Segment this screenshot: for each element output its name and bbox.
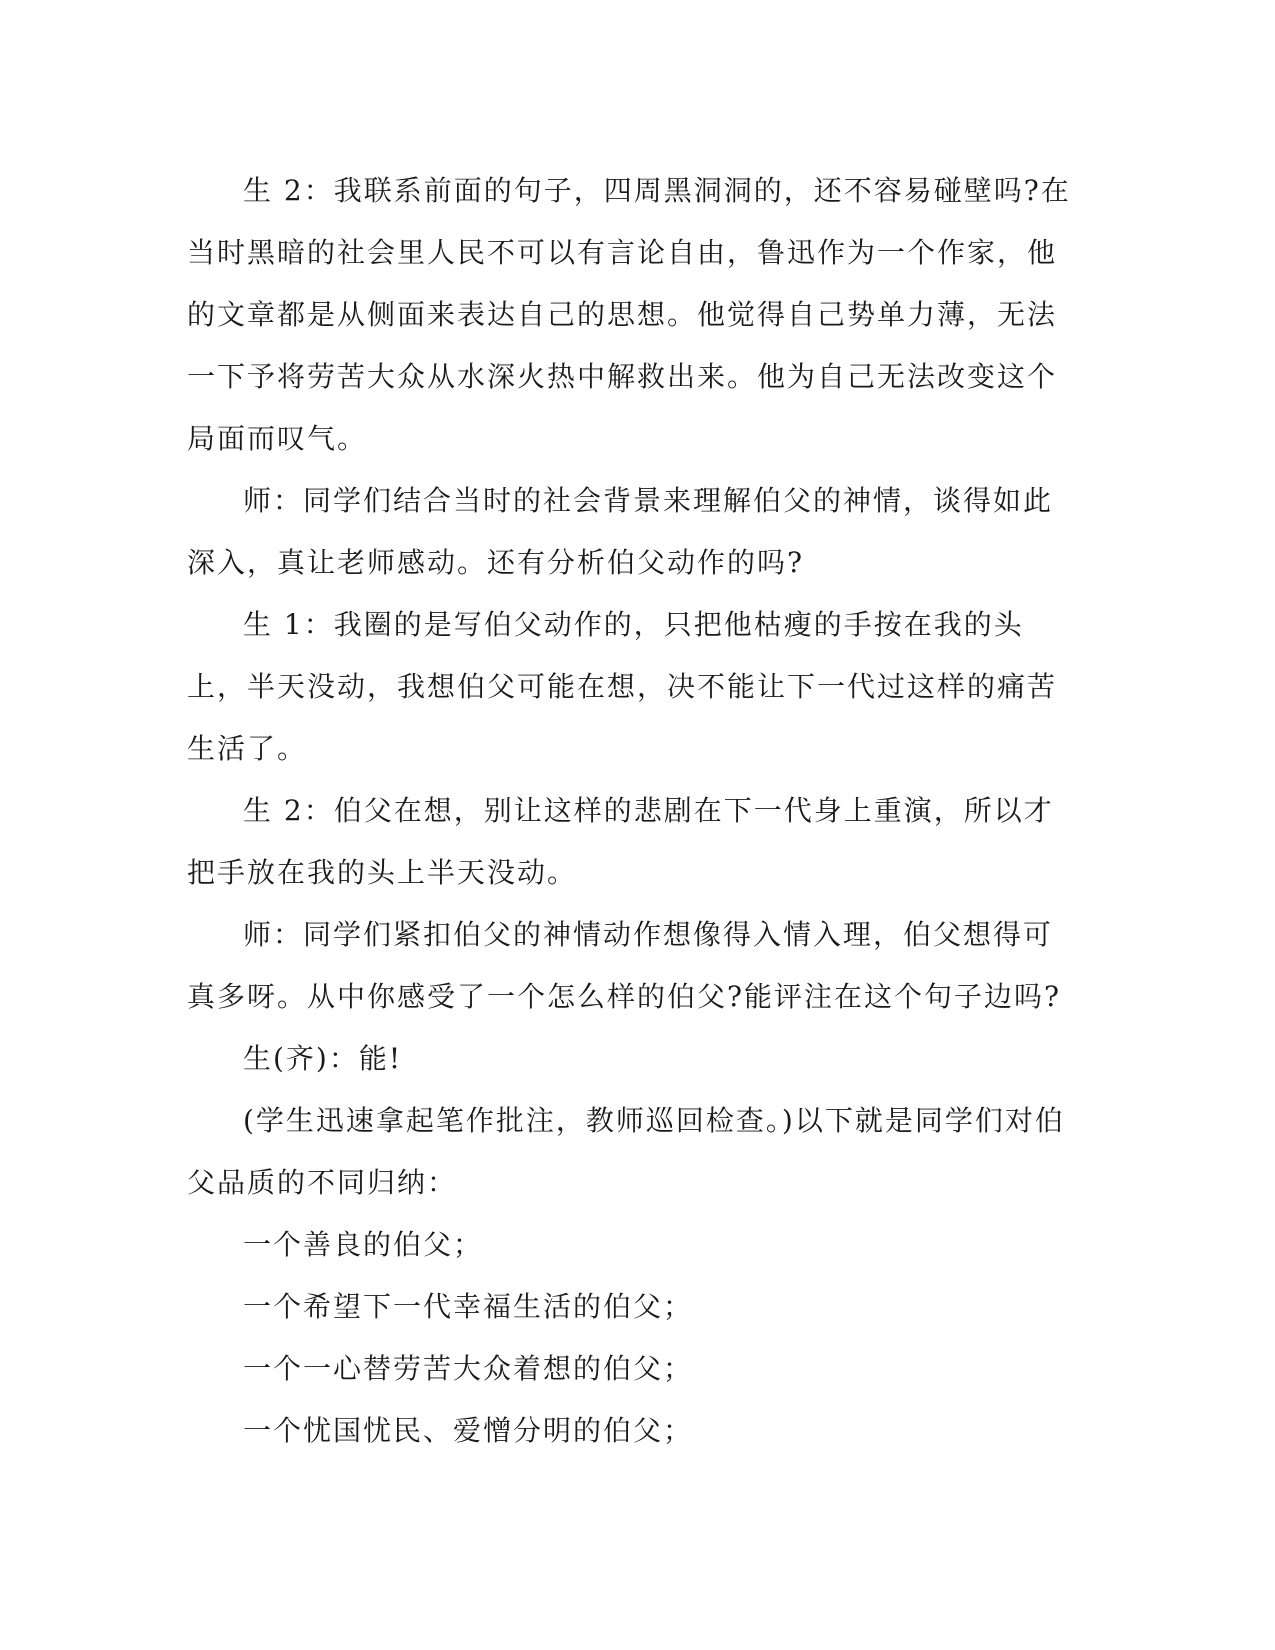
paragraph-student2-reply: 生 2：我联系前面的句子，四周黑洞洞的，还不容易碰壁吗?在当时黑暗的社会里人民不可以有言论自由，鲁迅作为一个作家，他的文章都是从侧面来表达自己的思想。他觉得自己势单力薄，无法一下予将劳苦大众从水深火热中解救出来。他为自己无法改变这个局面而叹气。	[187, 174, 1071, 455]
list-item-kind-uncle: 一个善良的伯父；	[243, 1228, 484, 1261]
list-item-patriotic-uncle: 一个忧国忧民、爱憎分明的伯父；	[243, 1414, 694, 1447]
document-body	[187, 160, 1077, 1462]
paragraph-student1-reply: 生 1：我圈的是写伯父动作的，只把他枯瘦的手按在我的头上，半天没动，我想伯父可能在想，决不能让下一代过这样的痛苦生活了。	[187, 608, 1058, 765]
paragraph-teacher-comment: 师：同学们结合当时的社会背景来理解伯父的神情，谈得如此深入，真让老师感动。还有分析伯父动作的吗?	[187, 484, 1054, 579]
paragraph-teacher-question: 师：同学们紧扣伯父的神情动作想像得入情入理，伯父想得可真多呀。从中你感受了一个怎么样的伯父?能评注在这个句子边吗?	[187, 918, 1062, 1013]
paragraph-annotation-summary: (学生迅速拿起笔作批注，教师巡回检查。)以下就是同学们对伯父品质的不同归纳：	[187, 1104, 1065, 1199]
list-item-caring-uncle: 一个一心替劳苦大众着想的伯父；	[243, 1352, 694, 1385]
paragraph-student2-second-reply: 生 2：伯父在想，别让这样的悲剧在下一代身上重演，所以才把手放在我的头上半天没动。	[187, 794, 1054, 889]
paragraph-students-answer: 生(齐)：能!	[243, 1042, 403, 1075]
list-item-hopeful-uncle: 一个希望下一代幸福生活的伯父；	[243, 1290, 694, 1323]
